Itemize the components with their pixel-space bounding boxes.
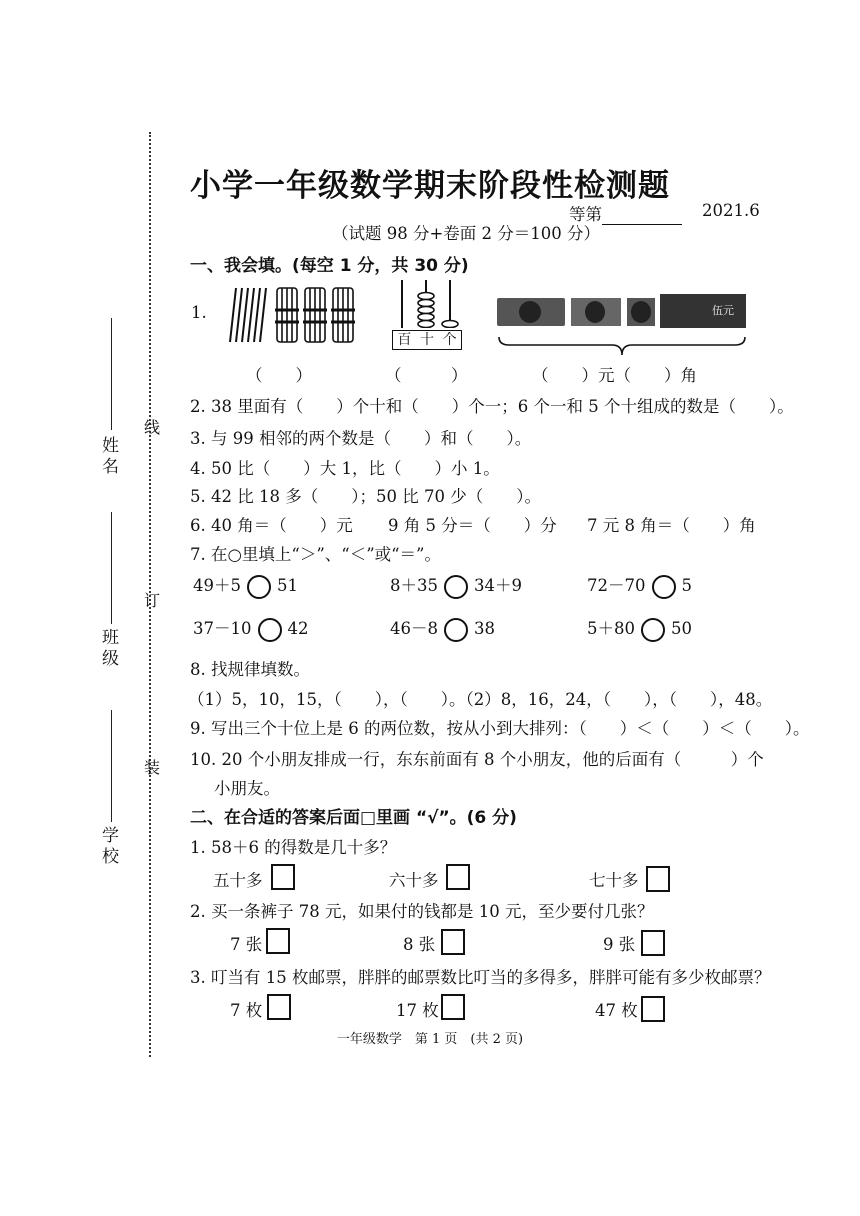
binding-char-install: 装 [144,758,161,777]
compare-right: 38 [474,619,495,638]
compare-left: 5＋80 [587,619,635,638]
q1-blank-money[interactable]: （ ）元（ ）角 [532,366,697,385]
s2-q2-text: 2. 买一条裤子 78 元，如果付的钱都是 10 元，至少要付几张？ [190,902,654,921]
grade-blank[interactable] [602,210,682,225]
compare-circle[interactable] [444,575,468,599]
q10-text-line2: 小朋友。 [214,779,280,798]
money-figure [497,292,747,332]
s2-q1-option-a: 五十多 [213,871,263,890]
class-write-line[interactable] [111,512,112,624]
q8-text: 8. 找规律填数。 [190,660,310,679]
banknote-5-yuan [660,294,746,328]
s2-q3-option-b: 17 枚 [396,1001,439,1020]
compare-left: 8＋35 [390,576,438,595]
page-footer: 一年级数学 第 1 页 (共 2 页) [336,1032,524,1047]
abacus-label-hundreds: 百 [397,332,412,348]
checkbox[interactable] [441,929,465,955]
abacus-base-labels [392,330,462,350]
compare-item [390,572,522,599]
compare-circle[interactable] [258,618,282,642]
q7-text: 7. 在○里填上“＞”、“＜”或“＝”。 [190,545,441,564]
exam-date: 2021.6 [702,201,760,220]
compare-right: 51 [277,576,298,595]
school-write-line[interactable] [111,710,112,822]
q9-text: 9. 写出三个十位上是 6 的两位数，按从小到大排列：（ ）＜（ ）＜（ ）。 [190,719,810,738]
q3-text: 3. 与 99 相邻的两个数是（ ）和（ ）。 [190,429,532,448]
checkbox[interactable] [646,866,670,892]
name-write-line[interactable] [111,318,112,430]
q6-part2: 9 角 5 分＝（ ）分 [388,516,557,535]
checkbox[interactable] [271,864,295,890]
q4-text: 4. 50 比（ ）大 1，比（ ）小 1。 [190,459,500,478]
s2-q3-option-a: 7 枚 [230,1001,263,1020]
compare-right: 50 [671,619,692,638]
grade-label: 等第 [569,205,602,224]
q5-text: 5. 42 比 18 多（ ）；50 比 70 少（ ）。 [190,487,541,506]
school-label: 学校 [98,826,118,868]
s2-q1-option-b: 六十多 [389,871,439,890]
binding-char-order: 订 [144,591,161,610]
checkbox[interactable] [267,994,291,1020]
banknote-label: 伍元 [712,304,734,317]
name-label: 姓名 [98,436,118,478]
abacus-label-ones: 个 [442,332,457,348]
compare-left: 49＋5 [193,576,241,595]
compare-item [587,572,692,599]
compare-circle[interactable] [652,575,676,599]
compare-item [587,615,692,642]
q6-part3: 7 元 8 角＝（ ）角 [587,516,756,535]
score-note: （试题 98 分+卷面 2 分＝100 分） [332,224,601,243]
compare-item [193,615,309,642]
s2-q3-option-c: 47 枚 [595,1001,638,1020]
compare-left: 37－10 [193,619,252,638]
q8-sequences: （1）5，10，15，（ ），（ ）。（2）8，16，24，（ ），（ ），48。 [188,690,773,709]
checkbox[interactable] [446,864,470,890]
compare-right: 34＋9 [474,576,522,595]
banknote-3 [627,298,655,326]
section2-heading: 二、在合适的答案后面□里画 “√”。(6 分) [190,808,517,828]
counting-sticks-figure [225,280,373,346]
checkbox[interactable] [641,996,665,1022]
banknote-1 [497,298,565,326]
s2-q1-text: 1. 58＋6 的得数是几十多？ [190,838,397,857]
section1-heading: 一、我会填。(每空 1 分，共 30 分) [190,256,469,276]
q2-text: 2. 38 里面有（ ）个十和（ ）个一；6 个一和 5 个十组成的数是（ ）。 [190,397,794,416]
checkbox[interactable] [441,994,465,1020]
compare-left: 72－70 [587,576,646,595]
binding-char-line: 线 [144,418,161,437]
q1-blank-abacus[interactable]: （ ） [385,366,468,385]
compare-right: 42 [287,619,309,638]
compare-left: 46－8 [390,619,438,638]
s2-q3-text: 3. 叮当有 15 枚邮票，胖胖的邮票数比叮当的多得多，胖胖可能有多少枚邮票？ [190,968,771,987]
checkbox[interactable] [266,928,290,954]
q6-part1: 6. 40 角＝（ ）元 [190,516,353,535]
abacus-label-tens: 十 [419,332,434,348]
compare-circle[interactable] [641,618,665,642]
q1-blank-sticks[interactable]: （ ） [246,366,312,385]
s2-q2-option-a: 7 张 [230,935,263,954]
compare-item [193,572,298,599]
banknote-2 [571,298,621,326]
compare-right: 5 [681,576,692,595]
q1-number: 1. [191,303,207,322]
compare-circle[interactable] [444,618,468,642]
compare-circle[interactable] [247,575,271,599]
q10-text-line1: 10. 20 个小朋友排成一行，东东前面有 8 个小朋友，他的后面有（ ）个 [190,750,764,769]
abacus-figure [390,278,462,328]
compare-item [390,615,495,642]
s2-q1-option-c: 七十多 [589,871,639,890]
money-brace [497,335,747,357]
s2-q2-option-b: 8 张 [403,935,436,954]
class-label: 班级 [98,628,118,670]
s2-q2-option-c: 9 张 [603,935,636,954]
page-title: 小学一年级数学期末阶段性检测题 [190,168,670,204]
checkbox[interactable] [641,930,665,956]
